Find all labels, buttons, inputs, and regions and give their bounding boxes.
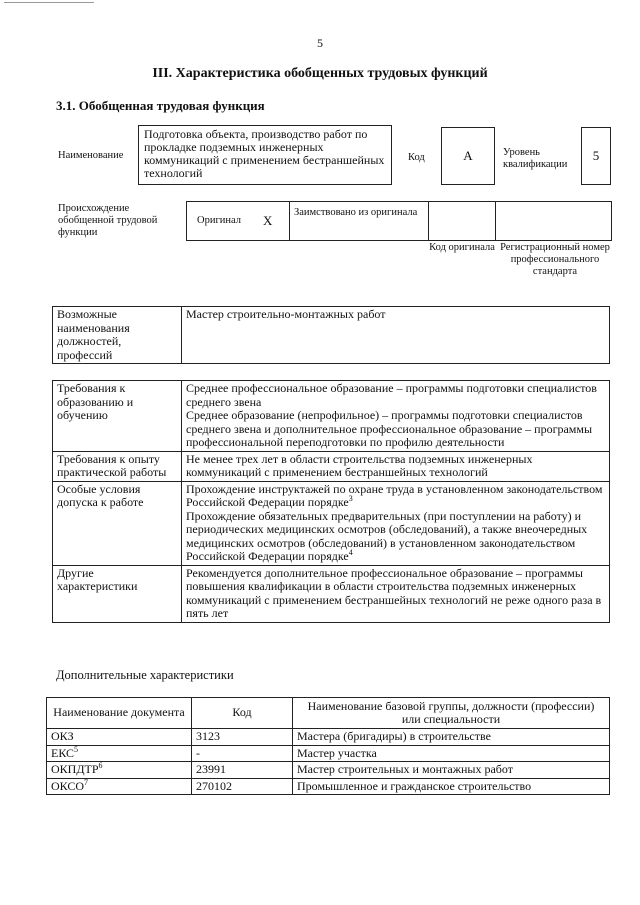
level-value-box [581, 127, 611, 185]
table-row [53, 481, 610, 565]
doc-cell: ЕКС$^5$ [47, 745, 192, 762]
table-row [53, 565, 610, 622]
origin-table [186, 201, 612, 241]
special-conditions-value [182, 481, 610, 565]
section-title: III. Характеристика обобщенных трудовых функций [152, 66, 488, 81]
doc-cell: ОКСО$^7$ [47, 778, 192, 795]
requirements-table [52, 380, 610, 623]
education-line-1: Среднее профессиональное образование – программы подготовки специалистов среднего звена [186, 381, 597, 409]
page-number: 5 [317, 36, 323, 50]
original-label: Оригинал [197, 215, 241, 226]
special-conditions-line-2: Прохождение обязательных предварительных (при поступлении на работу) и периодических медицинских осмотров (обследований), а также внеочередных медицинских осмотров (обследований) в установленном законодательством Российской Федерации порядке$^4$ [186, 508, 588, 563]
header-code: Код [192, 698, 293, 729]
name-cell: Мастера (бригадиры) в строительстве [293, 729, 610, 746]
origin-divider-2 [428, 202, 429, 240]
code-value-box [441, 127, 495, 185]
table-row [47, 745, 610, 762]
education-label: Требования к образованию и обучению [53, 381, 182, 452]
origin-divider-3 [495, 202, 496, 240]
code-cell: 3123 [192, 729, 293, 746]
header-name: Наименование базовой группы, должности (профессии) или специальности [293, 698, 610, 729]
level-label: Уровень квалификации [503, 147, 568, 170]
experience-label: Требования к опыту практической работы [53, 451, 182, 481]
function-name-box [138, 125, 392, 185]
code-value: А [463, 148, 473, 163]
experience-value: Не менее трех лет в области строительства подземных инженерных коммуникаций с применением бестраншейных технологий [182, 451, 610, 481]
name-label: Наименование [58, 150, 124, 161]
code-cell: - [192, 745, 293, 762]
function-name-value: Подготовка объекта, производство работ по прокладке подземных инженерных коммуникаций с применением бестраншейных технологий [144, 127, 385, 180]
borrowed-label: Заимствовано из оригинала [294, 207, 418, 218]
original-mark: X [263, 213, 273, 228]
doc-cell: ОКПДТР$^6$ [47, 762, 192, 779]
code-cell: 270102 [192, 778, 293, 795]
origin-divider-1 [289, 202, 290, 240]
footnote-ref: 3 [348, 494, 353, 503]
positions-value: Мастер строительно-монтажных работ [182, 307, 610, 364]
code-cell: 23991 [192, 762, 293, 779]
header-doc: Наименование документа [47, 698, 192, 729]
code-original-caption: Код оригинала [429, 242, 495, 253]
table-row [47, 778, 610, 795]
name-cell: Мастер участка [293, 745, 610, 762]
additional-table [46, 697, 610, 795]
subsection-title: 3.1. Обобщенная трудовая функция [56, 98, 265, 113]
education-value [182, 381, 610, 452]
additional-title: Дополнительные характеристики [56, 668, 234, 682]
level-value: 5 [592, 148, 600, 163]
positions-label: Возможные наименования должностей, профессий [53, 307, 182, 364]
special-conditions-label: Особые условия допуска к работе [53, 481, 182, 565]
other-characteristics-label: Другие характеристики [53, 565, 182, 622]
origin-label: Происхождение обобщенной трудовой функции [58, 203, 158, 238]
table-row [53, 381, 610, 452]
education-line-2: Среднее образование (непрофильное) – программы подготовки специалистов среднего звена и дополнительное профессиональное образование – программы профессиональной переподготовки по профилю деятельности [186, 408, 593, 449]
name-cell: Промышленное и гражданское строительство [293, 778, 610, 795]
other-characteristics-value: Рекомендуется дополнительное профессиональное образование – программы повышения квалификации в области строительства подземных инженерных коммуникаций с применением бестраншейных технологий не реже одного раза в пять лет [182, 565, 610, 622]
doc-cell: ОКЗ [47, 729, 192, 746]
table-row [47, 762, 610, 779]
table-row [47, 729, 610, 746]
scan-edge-mark [4, 2, 94, 3]
code-label: Код [408, 152, 425, 163]
table-row [53, 451, 610, 481]
positions-table [52, 306, 610, 364]
name-cell: Мастер строительных и монтажных работ [293, 762, 610, 779]
special-conditions-line-1: Прохождение инструктажей по охране труда в установленном законодательством Российской Федерации порядке$^3$ [186, 481, 603, 509]
footnote-ref: 4 [348, 548, 353, 557]
reg-number-caption: Регистрационный номер профессионального стандарта [500, 242, 610, 277]
